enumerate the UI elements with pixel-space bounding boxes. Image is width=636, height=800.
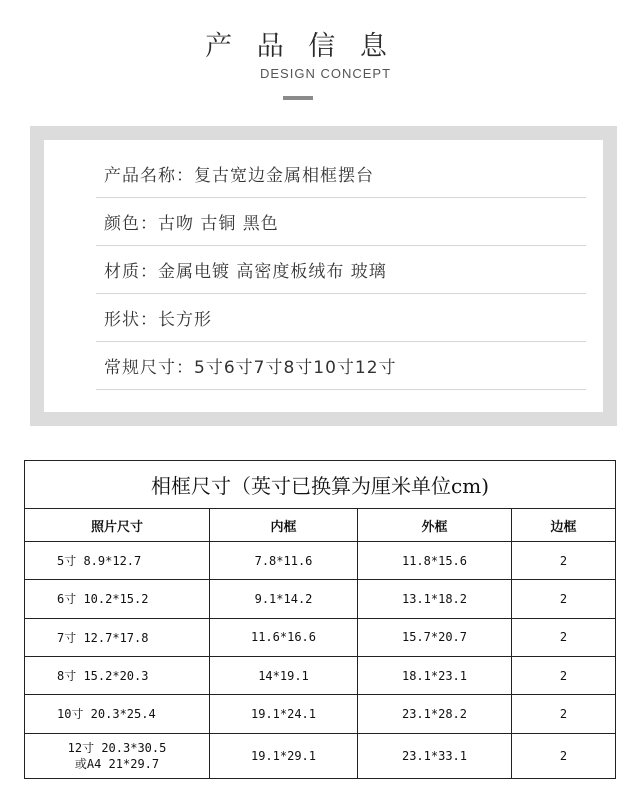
photo-size-cell: 6寸 10.2*15.2 [25, 580, 210, 618]
photo-size-line: 12寸 20.3*30.5 [67, 740, 167, 755]
header [0, 0, 636, 110]
outer-size-cell: 23.1*33.1 [358, 733, 512, 778]
inner-size-cell: 19.1*24.1 [210, 695, 358, 733]
border-size-cell: 2 [512, 542, 616, 580]
border-size-cell: 2 [512, 695, 616, 733]
info-row-color: 颜色：古吻 古铜 黑色 [96, 198, 586, 246]
photo-size-cell: 10寸 20.3*25.4 [25, 695, 210, 733]
inner-size-cell: 11.6*16.6 [210, 618, 358, 656]
photo-size-cell: 8寸 15.2*20.3 [25, 656, 210, 694]
info-row-name: 产品名称：复古宽边金属相框摆台 [96, 150, 586, 198]
column-header-outer: 外框 [358, 509, 512, 542]
outer-size-cell: 13.1*18.2 [358, 580, 512, 618]
table-row [25, 695, 616, 733]
size-table [24, 460, 616, 779]
inner-size-cell: 7.8*11.6 [210, 542, 358, 580]
info-row-shape: 形状：长方形 [96, 294, 586, 342]
table-row [25, 656, 616, 694]
title-underline [283, 96, 313, 100]
photo-size-cell [25, 733, 210, 778]
outer-size-cell: 11.8*15.6 [358, 542, 512, 580]
info-row-material: 材质：金属电镀 高密度板绒布 玻璃 [96, 246, 586, 294]
table-row [25, 580, 616, 618]
border-size-cell: 2 [512, 733, 616, 778]
table-row [25, 618, 616, 656]
border-size-cell: 2 [512, 656, 616, 694]
photo-size-cell: 5寸 8.9*12.7 [25, 542, 210, 580]
inner-size-cell: 19.1*29.1 [210, 733, 358, 778]
column-header-border: 边框 [512, 509, 616, 542]
inner-size-cell: 14*19.1 [210, 656, 358, 694]
page-title: 产 品 信 息 [205, 31, 395, 62]
photo-size-line-alt: 或A4 21*29.7 [74, 756, 160, 771]
outer-size-cell: 23.1*28.2 [358, 695, 512, 733]
border-size-cell: 2 [512, 580, 616, 618]
table-row [25, 542, 616, 580]
product-info-frame [30, 126, 617, 426]
outer-size-cell: 15.7*20.7 [358, 618, 512, 656]
column-header-photo: 照片尺寸 [25, 509, 210, 542]
size-table-wrap [24, 460, 615, 779]
page-subtitle: DESIGN CONCEPT [260, 66, 392, 81]
info-row-sizes: 常规尺寸：5寸6寸7寸8寸10寸12寸 [96, 342, 586, 390]
column-header-inner: 内框 [210, 509, 358, 542]
photo-size-cell: 7寸 12.7*17.8 [25, 618, 210, 656]
border-size-cell: 2 [512, 618, 616, 656]
table-caption: 相框尺寸（英寸已换算为厘米单位cm) [25, 461, 616, 509]
inner-size-cell: 9.1*14.2 [210, 580, 358, 618]
outer-size-cell: 18.1*23.1 [358, 656, 512, 694]
table-row [25, 733, 616, 778]
product-info-card [44, 140, 603, 412]
